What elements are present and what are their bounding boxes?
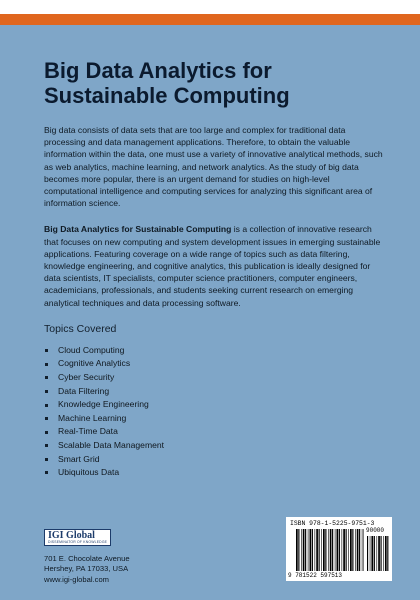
description-paragraph-1: Big data consists of data sets that are too large and complex for traditional data processing and data management applications. Therefore, to obtain the valuable information within the data, one must use a variety of innovative analytical methods, such as web analytics, machine learning, and network analytics. As the study of big data becomes more popular, there is an urgent demand for studies on high-level computational intelligence and computing services for analyzing this significant area of information science. xyxy=(44,125,383,209)
barcode-bar xyxy=(335,529,336,571)
barcode-bar xyxy=(359,529,360,571)
barcode-bar xyxy=(348,529,349,571)
barcode-bar xyxy=(370,536,371,571)
barcode-bar xyxy=(346,529,347,571)
barcode-bar xyxy=(342,529,343,571)
publisher-logo-name: IGI Global xyxy=(48,530,95,541)
topic-item xyxy=(44,412,384,426)
barcode-bar xyxy=(374,536,375,571)
back-cover-content xyxy=(44,58,384,480)
barcode-bar xyxy=(308,529,309,571)
book-title-line1: Big Data Analytics for xyxy=(44,58,272,83)
barcode-bar xyxy=(352,529,353,571)
ean-digits: 9 781522 597513 xyxy=(288,572,343,579)
topic-item xyxy=(44,453,384,467)
bullet-icon xyxy=(45,444,48,447)
barcode-bar xyxy=(305,529,306,571)
bullet-icon xyxy=(45,471,48,474)
topic-item xyxy=(44,344,384,358)
barcode-bar xyxy=(343,529,345,571)
barcode-bar xyxy=(330,529,332,571)
bullet-icon xyxy=(45,431,48,434)
topic-label: Knowledge Engineering xyxy=(58,399,149,410)
address-city: Hershey, PA 17033, USA xyxy=(44,564,129,574)
topic-label: Cognitive Analytics xyxy=(58,358,131,369)
bullet-icon xyxy=(45,390,48,393)
topic-label: Machine Learning xyxy=(58,412,127,423)
barcode-bar xyxy=(381,536,382,571)
description-paragraph-2 xyxy=(44,223,384,308)
ean-barcode-bars xyxy=(296,529,364,571)
publisher-address xyxy=(44,554,214,585)
book-title-line2: Sustainable Computing xyxy=(44,83,290,108)
topic-label: Data Filtering xyxy=(58,385,110,396)
barcode-bar xyxy=(312,529,313,571)
barcode-bar xyxy=(298,529,299,571)
topic-label: Ubiquitous Data xyxy=(58,467,120,478)
publisher-logo-tagline: DISSEMINATOR OF KNOWLEDGE xyxy=(48,540,108,544)
bullet-icon xyxy=(45,349,48,352)
isbn-label: ISBN 978-1-5225-9751-3 xyxy=(290,520,375,527)
barcode-bar xyxy=(319,529,320,571)
top-white-band xyxy=(0,0,420,14)
publisher-website: www.igi-global.com xyxy=(44,574,109,584)
barcode-bar xyxy=(387,536,388,571)
bullet-icon xyxy=(45,376,48,379)
barcode-bar xyxy=(337,529,339,571)
orange-accent-stripe xyxy=(0,14,420,25)
barcode-bar xyxy=(315,529,316,571)
barcode-bar xyxy=(328,529,329,571)
barcode-bar xyxy=(357,529,359,571)
barcode-bar xyxy=(339,529,340,571)
barcode-bar xyxy=(378,536,380,571)
topic-item xyxy=(44,371,384,385)
publisher-block xyxy=(44,529,214,585)
barcode-bar xyxy=(303,529,305,571)
topic-item xyxy=(44,425,384,439)
topic-item xyxy=(44,466,384,480)
topic-label: Real-Time Data xyxy=(58,426,118,437)
barcode-bar xyxy=(383,536,384,571)
barcode-bar xyxy=(332,529,333,571)
barcode-bar xyxy=(301,529,302,571)
bullet-icon xyxy=(45,363,48,366)
barcode-bar xyxy=(371,536,373,571)
topics-heading: Topics Covered xyxy=(44,322,117,335)
barcode-bar xyxy=(310,529,312,571)
barcode-bar xyxy=(385,536,387,571)
isbn-barcode xyxy=(286,517,392,581)
barcode-bar xyxy=(355,529,356,571)
barcode-bar xyxy=(296,529,298,571)
bullet-icon xyxy=(45,417,48,420)
barcode-bar xyxy=(325,529,326,571)
barcode-bar xyxy=(321,529,322,571)
topic-item xyxy=(44,385,384,399)
barcode-bar xyxy=(323,529,325,571)
topic-label: Cloud Computing xyxy=(58,344,125,355)
barcode-bar xyxy=(364,529,365,571)
book-title-inline: Big Data Analytics for Sustainable Computing xyxy=(44,224,232,235)
bullet-icon xyxy=(45,404,48,407)
topic-item xyxy=(44,439,384,453)
barcode-bar xyxy=(350,529,352,571)
description-paragraph-2-text: is a collection of innovative research that focuses on new computing and system development issues in emerging sustainable applications. Featuring coverage on a wide range of topics such as data filtering, knowledge engineering, and cognitive analytics, this publication is ideally designed for data scientists, IT specialists, computer science practitioners, computer engineers, academicians, professionals, and students seeking current research on emerging analytical techniques and data processing software. xyxy=(44,224,381,308)
topic-label: Scalable Data Management xyxy=(58,440,165,450)
bullet-icon xyxy=(45,458,48,461)
barcode-bar xyxy=(367,536,368,571)
topic-item xyxy=(44,357,384,371)
topic-label: Smart Grid xyxy=(58,453,100,464)
topic-item xyxy=(44,398,384,412)
barcode-bar xyxy=(362,529,363,571)
barcode-bar xyxy=(377,536,378,571)
topics-list xyxy=(44,344,384,480)
publisher-logo xyxy=(44,529,111,546)
price-code: 90000 xyxy=(366,527,385,534)
barcode-bar xyxy=(316,529,318,571)
address-street: 701 E. Chocolate Avenue xyxy=(44,554,130,563)
price-code-bars xyxy=(367,536,389,571)
book-title xyxy=(44,58,384,108)
topic-label: Cyber Security xyxy=(58,372,115,383)
